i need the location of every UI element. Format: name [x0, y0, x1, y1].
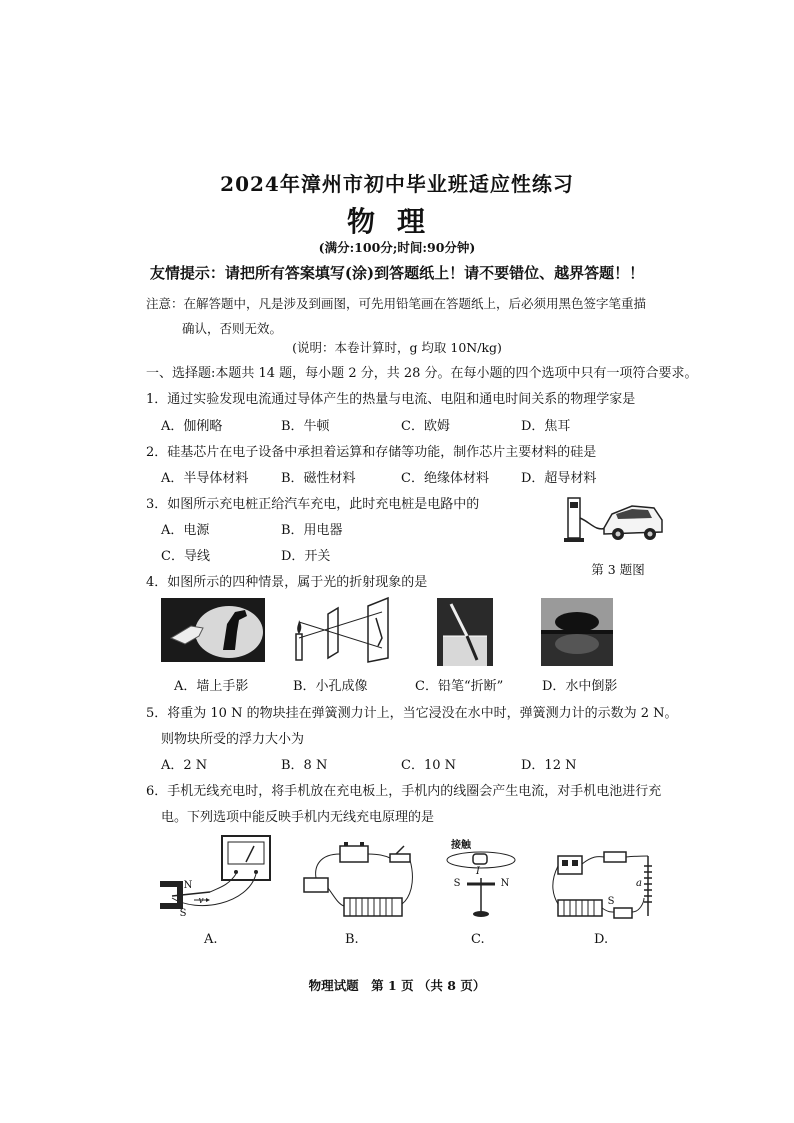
q4-option-c: C．铅笔“折断” [415, 679, 504, 694]
q2-stem: 2．硅基芯片在电子设备中承担着运算和存储等功能，制作芯片主要材料的硅是 [146, 445, 597, 460]
q6-c-s-label: S [453, 878, 461, 889]
q6-a-v-label: v [198, 896, 204, 906]
bent-pencil-figure [437, 598, 493, 666]
note-line-2: 确认，否则无效。 [182, 321, 283, 336]
page-footer: 物理试题 第 1 页 （共 8 页） [308, 978, 486, 993]
q2-option-c: C．绝缘体材料 [401, 471, 489, 486]
q4-option-d: D．水中倒影 [542, 679, 618, 694]
q6-option-a: A. [204, 932, 218, 947]
q6-option-c: C. [471, 932, 485, 947]
q4-stem: 4．如图所示的四种情景，属于光的折射现象的是 [146, 575, 428, 590]
charging-figure [560, 492, 666, 552]
friendly-tip: 友情提示：请把所有答案填写(涂)到答题纸上！请不要错位、越界答题！！ [149, 264, 645, 282]
q3-option-a: A．电源 [161, 523, 210, 538]
q5-stem-2: 则物块所受的浮力大小为 [161, 732, 305, 747]
q1-option-b: B．牛顿 [281, 419, 330, 434]
q6-c-contact-label: 接触 [451, 840, 471, 851]
pinhole-figure [290, 598, 394, 662]
q1-option-c: C．欧姆 [401, 419, 450, 434]
q6-c-n-label: N [500, 878, 510, 889]
water-reflection-figure [541, 598, 613, 666]
hand-shadow-figure [161, 598, 265, 662]
q1-option-d: D．焦耳 [521, 419, 571, 434]
full-score: (满分:100分;时间:90分钟) [318, 240, 476, 255]
note-line-1: 注意：在解答题中，凡是涉及到画图，可先用铅笔画在答题纸上，后必须用黑色签字笔重描 [146, 296, 647, 311]
q5-option-b: B．8 N [281, 758, 328, 773]
q6-c-i-label: I [476, 866, 480, 877]
q5-stem: 5．将重为 10 N 的物块挂在弹簧测力计上，当它浸没在水中时，弹簧测力计的示数为 2 N。 [146, 706, 678, 721]
q6-option-d: D. [594, 932, 609, 947]
q4-option-a: A．墙上手影 [174, 679, 249, 694]
q6-d-a-label: a [636, 878, 642, 889]
q6-figure-a [158, 834, 276, 924]
q6-stem: 6．手机无线充电时，将手机放在充电板上，手机内的线圈会产生电流，对手机电池进行充 [146, 784, 662, 799]
q3-stem: 3．如图所示充电桩正给汽车充电，此时充电桩是电路中的 [146, 497, 480, 512]
q6-figure-d [548, 842, 664, 928]
q2-option-b: B．磁性材料 [281, 471, 356, 486]
q5-option-c: C．10 N [401, 758, 456, 773]
subject-title: 物理 [346, 205, 447, 238]
section-heading: 一、选择题:本题共 14 题，每小题 2 分，共 28 分。在每小题的四个选项中只有一项符合要求。 [146, 366, 698, 381]
q6-stem-2: 电。下列选项中能反映手机内无线充电原理的是 [161, 810, 435, 825]
q2-option-d: D．超导材料 [521, 471, 597, 486]
q6-d-s-label: S [607, 896, 615, 907]
q6-option-b: B. [345, 932, 359, 947]
q1-stem: 1．通过实验发现电流通过导体产生的热量与电流、电阻和通电时间关系的物理学家是 [146, 392, 636, 407]
note [146, 291, 666, 341]
q3-option-d: D．开关 [281, 549, 331, 564]
q1-option-a: A．伽俐略 [161, 419, 223, 434]
q6-a-n-label: N [183, 880, 193, 891]
q5-option-d: D．12 N [521, 758, 577, 773]
q4-option-b: B．小孔成像 [293, 679, 368, 694]
q6-figure-b [300, 842, 414, 926]
q2-option-a: A．半导体材料 [161, 471, 249, 486]
q3-option-b: B．用电器 [281, 523, 343, 538]
q6-a-s-label: S [179, 908, 187, 919]
exam-title: 2024年漳州市初中毕业班适应性练习 [220, 172, 574, 196]
q3-option-c: C．导线 [161, 549, 210, 564]
explanation: (说明：本卷计算时，g 均取 10N/kg) [292, 340, 502, 355]
q3-figure-caption: 第 3 题图 [591, 562, 645, 577]
q5-option-a: A．2 N [161, 758, 208, 773]
